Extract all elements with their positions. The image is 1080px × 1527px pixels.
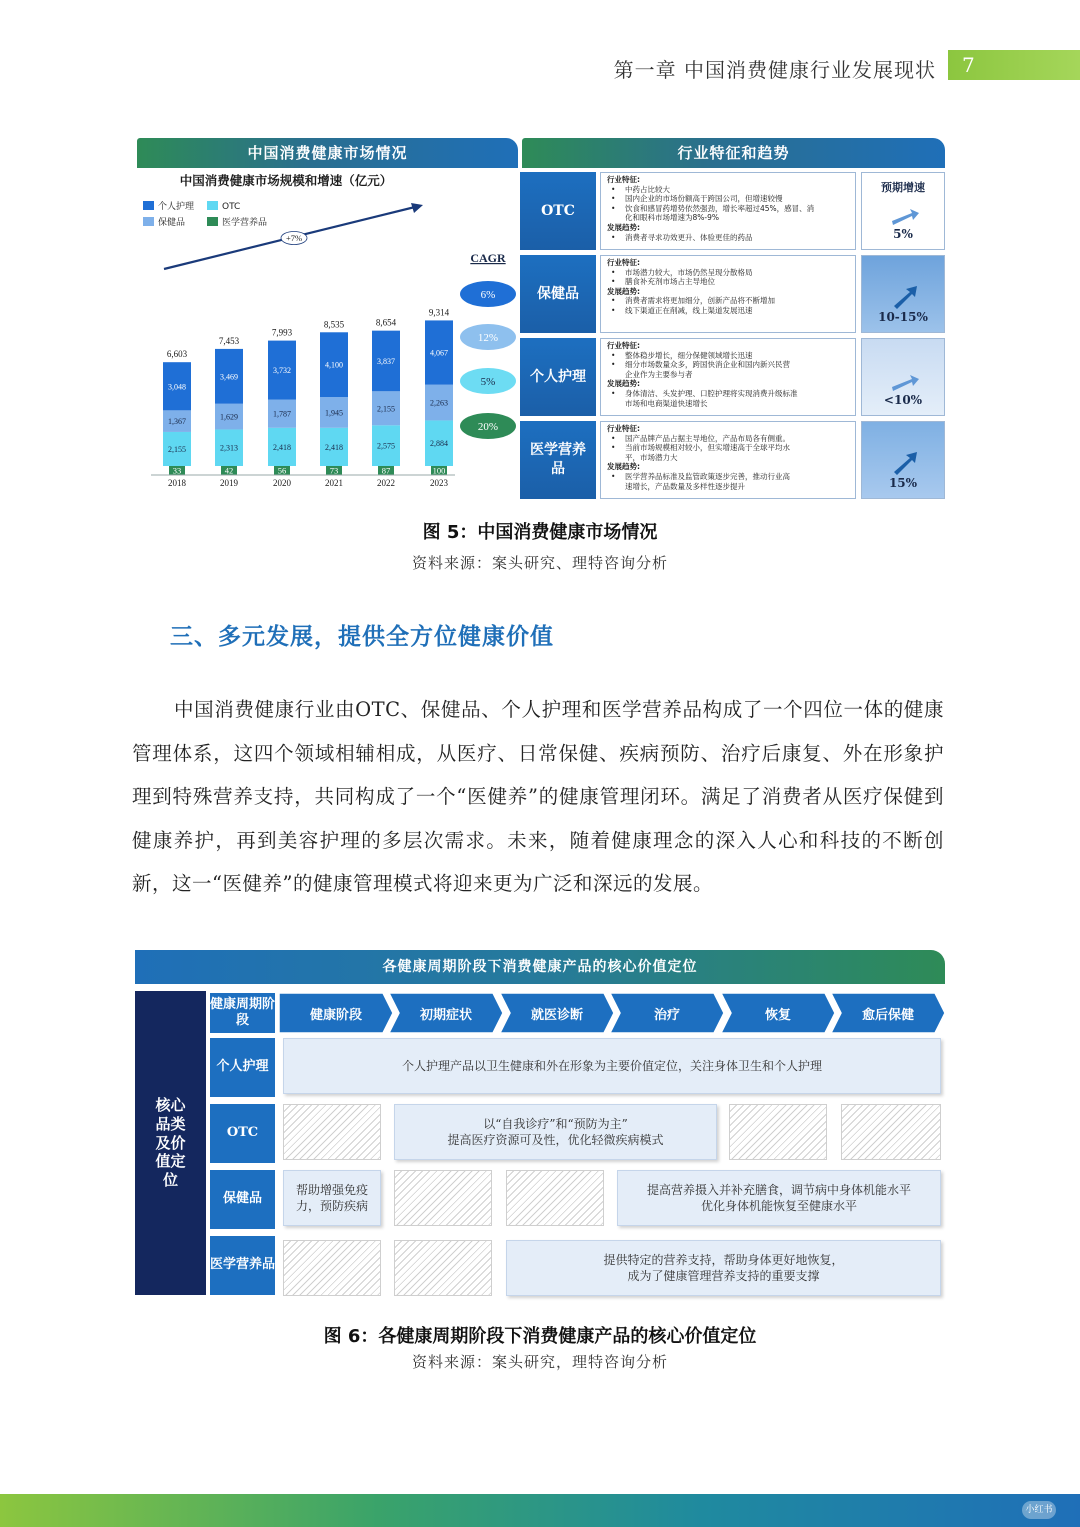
legend-label: 保健品 <box>158 218 186 228</box>
trends-header: 行业特征和趋势 <box>522 138 945 168</box>
x-tick-label: 2021 <box>325 478 343 488</box>
otc-value-line2: 提高医疗资源可及性，优化轻微疾病模式 <box>447 1133 664 1147</box>
figure6-source: 资料来源：案头研究，理特咨询分析 <box>411 1353 668 1371</box>
chart-title: 中国消费健康市场规模和增速（亿元） <box>179 173 393 188</box>
bar-value-label: 3,732 <box>273 366 291 376</box>
expected-growth-personal-care <box>861 338 945 416</box>
cagr-value: 20% <box>477 421 499 433</box>
bar-value-label: 1,629 <box>220 412 238 422</box>
description-line: 化和眼科市场增速为8%-9% <box>625 213 720 223</box>
legend-label: 医学营养品 <box>222 218 268 228</box>
supplements-recovery-line1: 提高营养摄入并补充膳食，调节病中身体机能水平 <box>646 1182 911 1197</box>
cagr-value: 5% <box>480 376 496 388</box>
section-paragraph: 中国消费健康行业由OTC、保健品、个人护理和医学营养品构成了一个四位一体的健康管理体系，这四个领域相辅相成，从医疗、日常保健、疾病预防、治疗后康复、外在形象护理到特殊营养支持，共同构成了一个“医健养”的健康管理闭环。满足了消费者从医疗保健到健康养护，再到美容护理的多层次需求。未来，随着健康理念的深入人心和科技的不断创新，这一“医健养”的健康管理模式将迎来更为广泛和深远的发展。 <box>132 698 944 895</box>
footer-bar <box>0 1494 1080 1527</box>
supplements-prevention-cell <box>283 1170 381 1226</box>
steep-up-arrow-icon <box>890 450 920 476</box>
stage-label: 就医诊断 <box>530 1007 583 1023</box>
bar-total-label: 9,314 <box>428 307 450 318</box>
stage-label: 恢复 <box>764 1007 791 1023</box>
row-label-otc: OTC <box>210 1104 275 1163</box>
medical-nutrition-line1: 提供特定的营养支持，帮助身体更好地恢复， <box>603 1252 844 1267</box>
stage-label: 健康阶段 <box>309 1007 362 1023</box>
expected-growth-health-supplements <box>861 255 945 333</box>
description-heading: 行业特征: <box>607 341 640 350</box>
bar-value-label: 42 <box>224 465 234 476</box>
figure6-caption: 图 6：各健康周期阶段下消费健康产品的核心价值定位 <box>323 1326 757 1347</box>
legend-swatch <box>143 217 154 226</box>
stage-chevron <box>389 993 503 1033</box>
description-line: • 市场潜力较大，市场仍然呈现分散格局 <box>607 268 851 278</box>
row-label-personal-care: 个人护理 <box>210 1038 275 1097</box>
figure5-source: 资料来源：案头研究、理特咨询分析 <box>411 554 668 572</box>
section-title: 三、多元发展，提供全方位健康价值 <box>170 624 554 650</box>
row-label-health-supplements: 保健品 <box>210 1170 275 1229</box>
market-overview-header: 中国消费健康市场情况 <box>137 138 518 168</box>
description-line: • 中药占比较大 <box>607 185 851 195</box>
bar-value-label: 2,313 <box>220 443 238 453</box>
description-line: • 当前市场规模相对较小，但实增速高于全球平均水 <box>607 443 851 453</box>
description-heading: 发展趋势: <box>607 222 640 232</box>
description-line: • 消费者需求将更加细分，创新产品将不断增加 <box>607 296 851 306</box>
bar-value-label: 3,048 <box>168 382 186 392</box>
expected-growth-value: 15% <box>888 476 918 490</box>
hatch-empty-cell <box>283 1104 381 1160</box>
stage-label: 愈后保健 <box>861 1007 914 1023</box>
expected-growth-value: 5% <box>893 227 913 241</box>
category-description-personal-care <box>600 338 856 416</box>
hatch-empty-cell <box>506 1170 604 1226</box>
description-line: 企业作为主要参与者 <box>625 369 693 379</box>
core-category-side-label: 核心品类及价值定位 <box>135 991 206 1295</box>
category-label-personal-care: 个人护理 <box>520 338 596 416</box>
trend-arrow-head <box>411 203 423 213</box>
bar-value-label: 3,837 <box>377 356 395 366</box>
description-line: • 国内企业的市场份额高于跨国公司，但增速较慢 <box>607 194 851 204</box>
x-tick-label: 2023 <box>430 478 448 488</box>
description-line: • 膳食补充剂市场占主导地位 <box>607 277 851 287</box>
bar-value-label: 4,067 <box>430 348 448 358</box>
legend-swatch <box>207 217 218 226</box>
expected-growth-medical-nutrition <box>861 421 945 499</box>
description-heading: 发展趋势: <box>607 462 640 472</box>
figure5-caption: 图 5：中国消费健康市场情况 <box>422 522 658 543</box>
category-description-health-supplements <box>600 255 856 333</box>
supplements-prevention-line2: 力，预防疾病 <box>295 1199 368 1213</box>
bar-total-label: 6,603 <box>166 349 188 360</box>
chapter-title: 第一章 中国消费健康行业发展现状 <box>613 58 936 82</box>
market-size-chart <box>137 170 517 500</box>
trend-label: +7% <box>285 233 303 243</box>
category-label-medical-nutrition: 医学营养品 <box>520 421 596 499</box>
watermark-logo: 小红书 <box>1022 1501 1056 1519</box>
bar-value-label: 2,418 <box>325 442 343 452</box>
description-line: 平，市场潜力大 <box>625 452 678 462</box>
description-line: 速增长，产品数量及多样性逐步提升 <box>625 481 745 491</box>
otc-value-line1: 以“自我诊疗”和“预防为主” <box>483 1116 628 1131</box>
bar-value-label: 1,945 <box>325 408 343 418</box>
legend-swatch <box>207 201 218 210</box>
bar-total-label: 7,453 <box>218 335 240 346</box>
cagr-value: 12% <box>477 332 499 344</box>
bar-value-label: 3,469 <box>220 372 238 382</box>
description-line: • 国产品牌产品占据主导地位，产品布局各有侧重。 <box>607 434 851 444</box>
bar-value-label: 33 <box>172 465 182 476</box>
medical-nutrition-value-cell <box>506 1240 941 1296</box>
bar-total-label: 7,993 <box>271 327 293 338</box>
stage-label: 初期症状 <box>419 1007 472 1023</box>
stage-chevron <box>610 993 724 1033</box>
gentle-up-arrow-icon <box>890 367 920 393</box>
description-line: • 消费者寻求功效更升、体验更佳的药品 <box>607 233 851 243</box>
x-tick-label: 2019 <box>220 478 238 488</box>
stage-chevron <box>721 993 835 1033</box>
description-line: • 身体清洁、头发护理、口腔护理将实现消费升级标准 <box>607 389 851 399</box>
bar-value-label: 2,155 <box>377 404 395 414</box>
description-line: • 细分市场数量众多，跨国快消企业和国内新兴民营 <box>607 360 851 370</box>
row-label-medical-nutrition: 医学营养品 <box>210 1236 275 1295</box>
bar-value-label: 2,418 <box>273 442 291 452</box>
bar-total-label: 8,535 <box>323 319 345 330</box>
x-tick-label: 2020 <box>273 478 291 488</box>
description-line: • 医学营养品标准及监管政策逐步完善，推动行业高 <box>607 472 851 482</box>
value-positioning-header: 各健康周期阶段下消费健康产品的核心价值定位 <box>135 950 945 984</box>
hatch-empty-cell <box>729 1104 827 1160</box>
bar-value-label: 56 <box>277 465 287 476</box>
hatch-empty-cell <box>283 1240 381 1296</box>
supplements-prevention-line1: 帮助增强免疫 <box>295 1182 368 1197</box>
expected-growth-heading: 预期增速 <box>881 181 925 194</box>
health-cycle-stage-label: 健康周期阶段 <box>210 993 275 1033</box>
category-label-otc: OTC <box>520 172 596 250</box>
bar-value-label: 2,884 <box>430 439 448 449</box>
bar-value-label: 73 <box>329 465 339 476</box>
description-line: • 整体稳步增长，细分保健领域增长迅速 <box>607 351 851 361</box>
supplements-recovery-line2: 优化身体机能恢复至健康水平 <box>700 1199 857 1213</box>
legend-label: OTC <box>222 202 241 212</box>
description-heading: 行业特征: <box>607 258 640 267</box>
expected-growth-value: <10% <box>883 393 923 407</box>
gentle-up-arrow-icon <box>890 201 920 227</box>
stage-chevron <box>279 993 393 1033</box>
bar-value-label: 2,155 <box>168 444 186 454</box>
description-heading: 行业特征: <box>607 175 640 184</box>
bar-value-label: 87 <box>381 465 391 476</box>
supplements-recovery-cell <box>617 1170 941 1226</box>
expected-growth-value: 10-15% <box>878 310 928 324</box>
bar-value-label: 4,100 <box>325 360 343 370</box>
bar-value-label: 1,787 <box>273 409 291 419</box>
hatch-empty-cell <box>841 1104 941 1160</box>
personal-care-value-cell: 个人护理产品以卫生健康和外在形象为主要价值定位，关注身体卫生和个人护理 <box>283 1038 941 1094</box>
stage-label: 治疗 <box>653 1007 680 1023</box>
description-line: • 线下渠道正在削减，线上渠道发展迅速 <box>607 306 851 316</box>
legend-label: 个人护理 <box>158 202 195 212</box>
x-tick-label: 2018 <box>168 478 186 488</box>
description-heading: 行业特征: <box>607 424 640 433</box>
expected-growth-otc <box>861 172 945 250</box>
description-heading: 发展趋势: <box>607 286 640 296</box>
description-line: • 饮食和感冒药增势依然强劲，增长率超过45%，感冒、消 <box>607 204 851 214</box>
category-description-otc <box>600 172 856 250</box>
medical-nutrition-line2: 成为了健康管理营养支持的重要支撑 <box>627 1269 820 1283</box>
stage-chevron <box>831 993 945 1033</box>
x-tick-label: 2022 <box>377 478 395 488</box>
bar-value-label: 100 <box>432 465 446 476</box>
hatch-empty-cell <box>394 1240 492 1296</box>
legend-swatch <box>143 201 154 210</box>
cagr-title: CAGR <box>470 251 506 265</box>
description-heading: 发展趋势: <box>607 379 640 389</box>
page-number: 7 <box>948 50 1080 80</box>
stage-chevron <box>500 993 614 1033</box>
description-line: 市场和电商渠道快速增长 <box>625 398 708 408</box>
bar-value-label: 1,367 <box>168 417 186 427</box>
category-description-medical-nutrition <box>600 421 856 499</box>
bar-value-label: 2,263 <box>430 398 448 408</box>
cagr-value: 6% <box>480 289 496 301</box>
category-label-health-supplements: 保健品 <box>520 255 596 333</box>
hatch-empty-cell <box>394 1170 492 1226</box>
steep-up-arrow-icon <box>890 284 920 310</box>
otc-value-cell <box>394 1104 717 1160</box>
bar-total-label: 8,654 <box>375 317 397 328</box>
bar-value-label: 2,575 <box>377 441 395 451</box>
market-size-chart-svg <box>137 170 517 500</box>
